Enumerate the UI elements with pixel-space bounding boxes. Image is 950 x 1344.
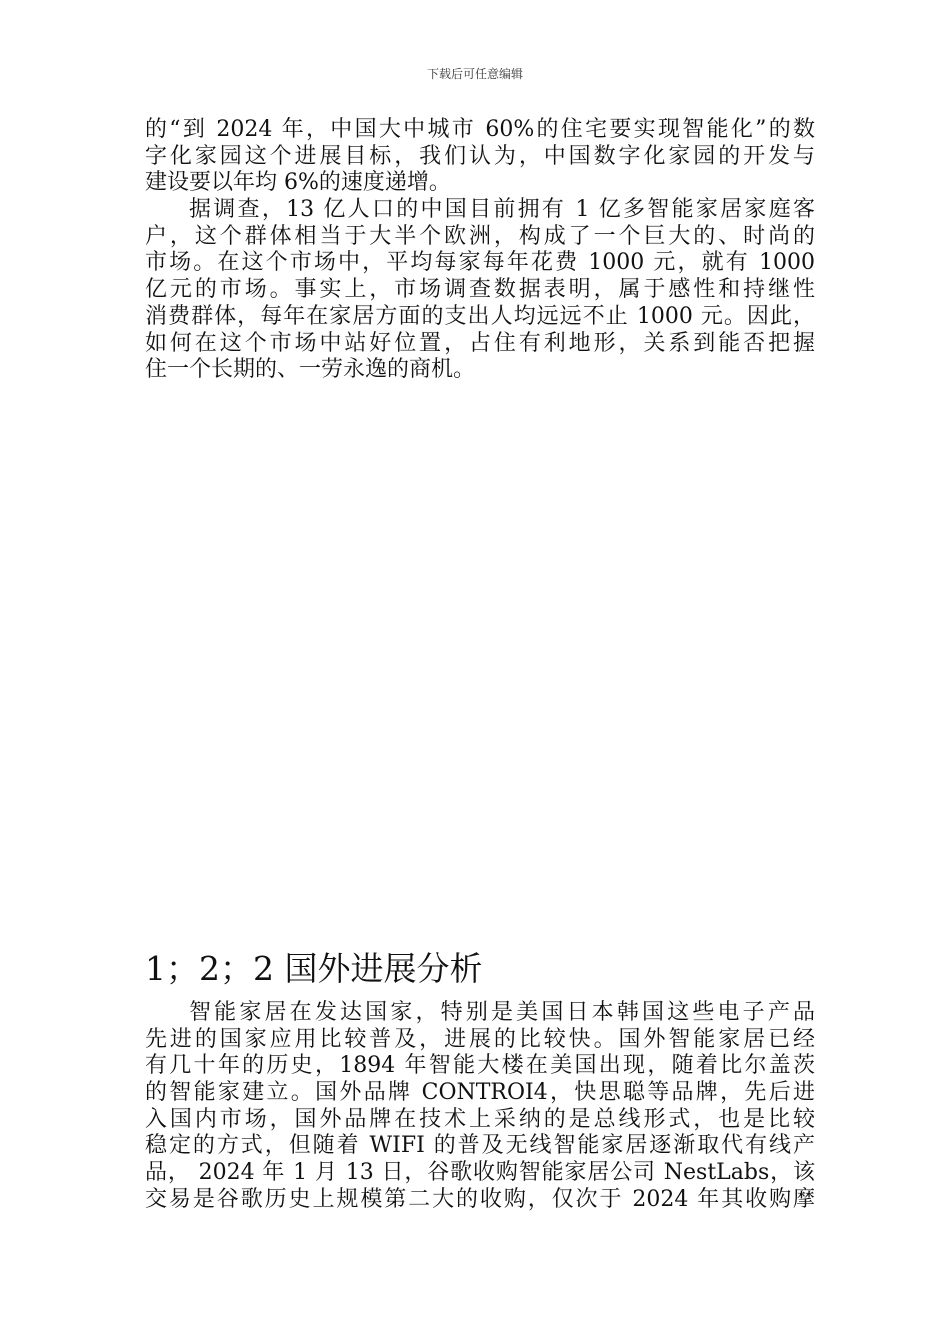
text-line: 品， 2024 年 1 月 13 日，谷歌收购智能家居公司 NestLabs，该 — [145, 1160, 815, 1186]
text-line: 如何在这个市场中站好位置，占住有利地形，关系到能否把握 — [145, 330, 815, 356]
paragraph-block-market — [145, 117, 815, 384]
text-line: 的“到 2024 年，中国大中城市 60%的住宅要实现智能化”的数 — [145, 117, 815, 142]
text-line: 智能家居在发达国家，特别是美国日本韩国这些电子产品 — [189, 1000, 815, 1025]
text-line: 消费群体，每年在家居方面的支出人均远远不止 1000 元。因此， — [145, 303, 815, 329]
text-line: 稳定的方式，但随着 WIFI 的普及无线智能家居逐渐取代有线产 — [145, 1133, 815, 1159]
text-line: 先进的国家应用比较普及，进展的比较快。国外智能家居已经 — [145, 1026, 815, 1052]
text-line: 亿元的市场。事实上，市场调查数据表明，属于感性和持继性 — [145, 277, 815, 303]
text-line: 有几十年的历史，1894 年智能大楼在美国出现，随着比尔盖茨 — [145, 1053, 815, 1079]
text-line: 交易是谷歌历史上规模第二大的收购，仅次于 2024 年其收购摩 — [145, 1186, 815, 1212]
text-line: 市场。在这个市场中，平均每家每年花费 1000 元，就有 1000 — [145, 250, 815, 276]
text-line: 户，这个群体相当于大半个欧洲，构成了一个巨大的、时尚的 — [145, 223, 815, 249]
section-heading: 1；2；2 国外进展分析 — [145, 949, 483, 988]
text-line: 住一个长期的、一劳永逸的商机。 — [145, 357, 476, 383]
text-line: 建设要以年均 6%的速度递增。 — [145, 170, 451, 196]
text-line: 的智能家建立。国外品牌 CONTROI4，快思聪等品牌，先后进 — [145, 1080, 815, 1106]
text-line: 入国内市场，国外品牌在技术上采纳的是总线形式，也是比较 — [145, 1106, 815, 1132]
text-line: 字化家园这个进展目标，我们认为，中国数字化家园的开发与 — [145, 143, 815, 169]
page-header: 下载后可任意编辑 — [426, 67, 523, 81]
text-line: 据调查，13 亿人口的中国目前拥有 1 亿多智能家居家庭客 — [189, 197, 815, 223]
section-foreign-development — [145, 944, 815, 1214]
